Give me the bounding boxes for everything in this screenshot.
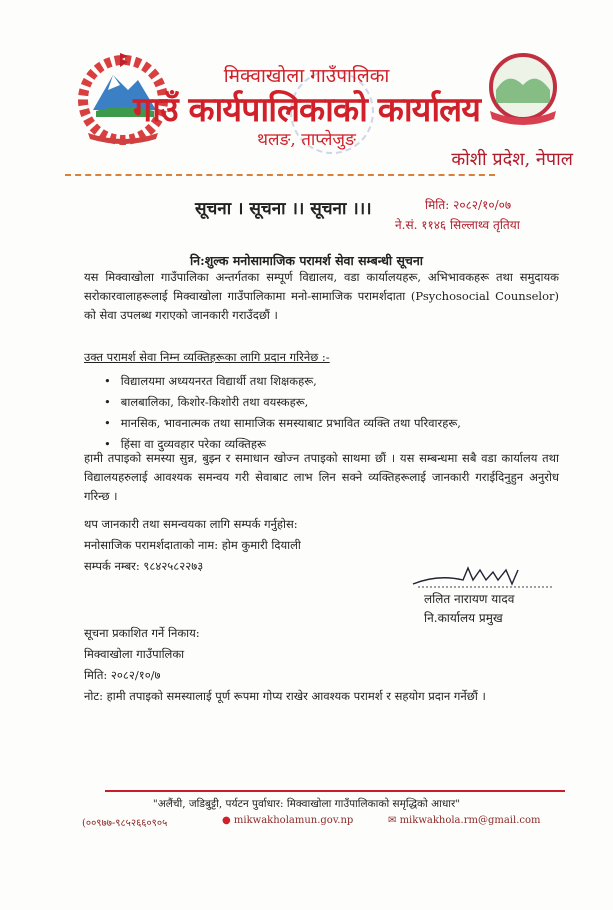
footer-motto: "अलैंची, जडिबुट्टी, पर्यटन पुर्वाधार: मिक्वाखोला गाउँपालिकाको समृद्धिको आधार": [152, 798, 461, 810]
header-divider: [65, 174, 495, 176]
contact-intro: थप जानकारी तथा समन्वयका लागि सम्पर्क गर्नुहोस:: [84, 517, 298, 531]
counselor-name: मनोसाजिक परामर्शदाताको नाम: होम कुमारी दियाली: [84, 538, 301, 552]
signature: [408, 560, 558, 592]
closing-paragraph: हामी तपाइको समस्या सुन्न, बुझ्न र समाधान खोज्न तपाइको साथमा छौं । यस सम्बन्धमा सबै वडा कार्यालय तथा विद्यालयहरुलाई आवश्यक समन्वय गरी सेवाबाट लाभ लिन सक्ने व्यक्तिहरूलाई जानकारी गराईदिनुहुन अनुरोध गरिन्छ ।: [84, 451, 559, 503]
globe-icon: ●: [222, 815, 231, 826]
office-name: गाउँ कार्यपालिकाको कार्यालय: [133, 90, 480, 130]
beneficiary-list: [104, 371, 461, 455]
envelope-icon: ✉: [388, 815, 397, 826]
list-item: • बालबालिका, किशोर-किशोरी तथा वयस्कहरू,: [104, 392, 461, 413]
publisher-label: सूचना प्रकाशित गर्ने निकाय:: [84, 626, 200, 640]
list-item: • मानसिक, भावनात्मक तथा सामाजिक समस्याबाट प्रभावित व्यक्ति तथा परिवारहरू,: [104, 413, 461, 434]
list-item: • हिंसा वा दुव्यवहार परेका व्यक्तिहरू: [104, 434, 461, 455]
confidentiality-note: नोट: हामी तपाइको समस्यालाई पूर्ण रूपमा गोप्य राखेर आवश्यक परामर्श र सहयोग प्रदान गर्नेछौं ।: [84, 689, 486, 703]
notice-title: सूचना । सूचना ।। सूचना ।।।: [195, 199, 372, 219]
footer-divider: [105, 790, 565, 792]
signatory-title: नि.कार्यालय प्रमुख: [424, 611, 503, 625]
footer-phone: (००९७७-९८५२६६०९०५: [82, 818, 168, 829]
footer-email[interactable]: [388, 815, 541, 826]
office-location: थलङ, ताप्लेजुङ: [257, 130, 356, 150]
publisher-name: मिक्वाखोला गाउँपालिका: [84, 647, 185, 661]
province-name: कोशी प्रदेश, नेपाल: [451, 149, 573, 170]
nepal-sambat-date: ने.सं. ११४६ सिल्लाथ्व तृतिया: [395, 218, 520, 232]
publisher-block: [84, 623, 486, 707]
email-link[interactable]: mikwakhola.rm@gmail.com: [399, 815, 541, 826]
publish-date: मिति: २०८२/१०/७: [84, 668, 161, 682]
signatory-name: ललित नारायण यादव: [424, 592, 515, 606]
intro-paragraph: यस मिक्वाखोला गाउँपालिका अन्तर्गतका सम्पूर्ण विद्यालय, वडा कार्यालयहरू, अभिभावकहरू तथा समुदायक सरोकारवालाहरूलाई मिक्वाखोला गाउँपालिकामा मनो-सामाजिक परामर्शदाता (Psychosocial Counselor) को सेवा उपलब्ध गराएको जानकारी गराउँदछौं ।: [84, 270, 559, 322]
notice-date: मिति: २०८२/१०/०७: [425, 198, 512, 212]
municipality-name: मिक्वाखोला गाउँपालिका: [223, 65, 390, 87]
notice-subject: नि:शुल्क मनोसामाजिक परामर्श सेवा सम्बन्धी सूचना: [189, 253, 424, 268]
contact-number: सम्पर्क नम्बर: ९८४२५८२२७३: [84, 559, 204, 573]
list-item: • विद्यालयमा अध्ययनरत विद्यार्थी तथा शिक्षकहरू,: [104, 371, 461, 392]
footer-website[interactable]: [222, 815, 353, 826]
list-heading: उक्त परामर्श सेवा निम्न व्यक्तिहरूका लागि प्रदान गरिनेछ :-: [84, 350, 330, 364]
website-link[interactable]: mikwakholamun.gov.np: [233, 815, 354, 826]
contact-block: [84, 514, 301, 577]
